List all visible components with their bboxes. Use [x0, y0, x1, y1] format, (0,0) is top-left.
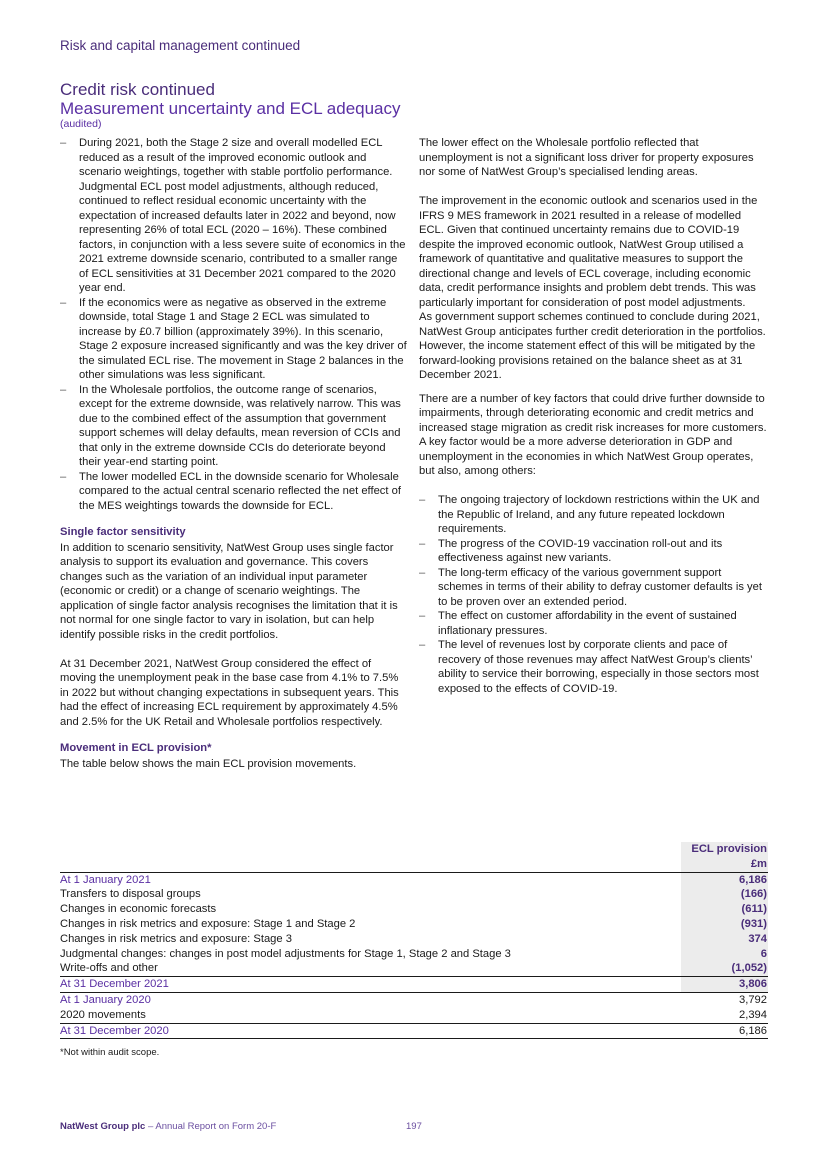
row-label: 2020 movements [60, 1008, 146, 1021]
row-value: 6,186 [681, 1023, 768, 1039]
row-label: Changes in risk metrics and exposure: Stage 3 [60, 932, 292, 945]
row-value: 3,792 [739, 993, 767, 1006]
row-label: Write-offs and other [60, 962, 158, 975]
page-number: 197 [406, 1121, 422, 1132]
footer-report-title: – Annual Report on Form 20-F [145, 1121, 277, 1132]
table-row [60, 902, 768, 917]
row-label: At 1 January 2020 [60, 993, 151, 1006]
right-bullet-list [419, 493, 769, 696]
table-header-blank [60, 857, 681, 872]
movement-intro: The table below shows the main ECL provision movements. [60, 757, 357, 770]
list-item: – The level of revenues lost by corporate clients and pace of recovery of those revenues may affect NatWest Group’s clients’ ability to service their borrowing, especially in those sectors most exposed to the effects of COVID-19. [419, 638, 769, 696]
page-title: Credit risk continued [60, 80, 215, 99]
table-row [60, 947, 768, 962]
right-paragraph-3: As government support schemes continued to conclude during 2021, NatWest Group anticipates further credit deterioration in the portfolios. However, the income statement effect of this will be mitigated by the forward-looking provisions retained on the balance sheet as at 31 December 2021. [419, 311, 766, 381]
list-item: – During 2021, both the Stage 2 size and overall modelled ECL reduced as a result of the improved economic outlook and scenario weightings, together with stable portfolio performance. Judgmental ECL post model adjustments, although reduced, continued to reflect residual economic uncertainty with the expectation of increased defaults later in 2022 and beyond, now representing 26% of total ECL (2020 – 16%). These combined factors, in conjunction with a less severe suite of economics in the 2021 extreme downside scenario, contributed to a smaller range of ECL sensitivities at 31 December 2021 compared to the 2020 year end. [60, 136, 408, 296]
row-label: At 31 December 2021 [60, 977, 681, 993]
right-paragraph-1: The lower effect on the Wholesale portfolio reflected that unemployment is not a significant loss driver for property exposures nor some of NatWest Group’s specialised lending areas. [419, 137, 754, 178]
row-value: (611) [681, 902, 768, 917]
table-row [60, 961, 768, 976]
ecl-provision-table [60, 842, 768, 1039]
row-value: 6 [681, 947, 768, 962]
page-footer [60, 1121, 422, 1132]
page-subtitle: Measurement uncertainty and ECL adequacy [60, 99, 401, 118]
table-header-row [60, 857, 768, 872]
list-item: – The effect on customer affordability in the event of sustained inflationary pressures. [419, 609, 769, 638]
row-value: 3,806 [681, 977, 768, 993]
row-value: (166) [681, 887, 768, 902]
row-value: 374 [681, 932, 768, 947]
list-item: – If the economics were as negative as observed in the extreme downside, total Stage 1 and Stage 2 ECL was simulated to increase by £0.7 billion (approximately 39%). In this scenario, Stage 2 exposure increased significantly and was the key driver of the simulated ECL rise. The movement in Stage 2 balances in the other simulations was less significant. [60, 296, 408, 383]
table-header-row [60, 842, 768, 857]
list-item: – In the Wholesale portfolios, the outcome range of scenarios, except for the extreme downside, was relatively narrow. This was due to the combined effect of the assumption that government support schemes will delay defaults, mean reversion of CCIs and that only in the extreme downside CCIs do deteriorate beyond their year-end starting point. [60, 383, 408, 470]
right-paragraph-4: There are a number of key factors that could drive further downside to impairments, through deteriorating economic and credit metrics and increased stage migration as credit risk increases for more customers. A key factor would be a more adverse deterioration in GDP and unemployment in the economies in which NatWest Group operates, but also, among others: [419, 392, 767, 477]
table-row [60, 977, 768, 993]
row-label: Changes in economic forecasts [60, 903, 217, 916]
row-label: Judgmental changes: changes in post model adjustments for Stage 1, Stage 2 and Stage 3 [60, 947, 511, 960]
footnote: *Not within audit scope. [60, 1047, 160, 1058]
single-factor-heading: Single factor sensitivity [60, 526, 186, 538]
row-label: Changes in risk metrics and exposure: Stage 1 and Stage 2 [60, 917, 356, 930]
list-item: – The long-term efficacy of the various government support schemes in terms of their ability to defray customer defaults is yet to be proven over an extended period. [419, 566, 769, 610]
row-label: At 1 January 2021 [60, 873, 151, 886]
row-value: 2,394 [739, 1008, 767, 1021]
right-paragraph-2: The improvement in the economic outlook and scenarios used in the IFRS 9 MES framework in 2021 resulted in a release of modelled ECL. Given that continued uncertainty remains due to COVID-19 despite the improved economic outlook, NatWest Group utilised a framework of quantitative and qualitative measures to support the directional change and levels of ECL coverage, including economic data, credit performance insights and problem debt trends. This was particularly important for consideration of post model adjustments. [419, 195, 758, 309]
right-column [419, 136, 769, 696]
row-value: (931) [681, 917, 768, 932]
row-label: Transfers to disposal groups [60, 888, 201, 901]
table-row [60, 992, 768, 1007]
section-header: Risk and capital management continued [60, 38, 301, 53]
list-item: – The lower modelled ECL in the downside scenario for Wholesale compared to the actual central scenario reflected the net effect of the MES weightings towards the downside for ECL. [60, 470, 408, 514]
left-bullet-list [60, 136, 408, 513]
footer-brand: NatWest Group plc [60, 1121, 146, 1132]
table-row [60, 1023, 768, 1039]
table-header-unit: £m [681, 857, 768, 872]
single-factor-paragraph-2: At 31 December 2021, NatWest Group considered the effect of moving the unemployment peak in the base case from 4.1% to 7.5% in 2022 but without changing expectations in subsequent years. This had the effect of increasing ECL requirement by approximately 4.5% and 2.5% for the UK Retail and Wholesale portfolios respectively. [60, 657, 399, 728]
single-factor-paragraph-1: In addition to scenario sensitivity, NatWest Group uses single factor analysis to support its evaluation and governance. This covers changes such as the variation of an individual input parameter (economic or credit) or a change of scenario weightings. The application of single factor analysis recognises the limitation that it is not normal for one single factor to vary in isolation, but can help identify possible risks in the credit portfolios. [60, 541, 398, 641]
table-header-title: ECL provision [681, 842, 768, 857]
table-row [60, 917, 768, 932]
table-row [60, 887, 768, 902]
audited-label: (audited) [60, 118, 102, 130]
table-row [60, 932, 768, 947]
row-value: 6,186 [681, 872, 768, 887]
left-column [60, 136, 408, 771]
table-row [60, 1008, 768, 1023]
table-header-blank [60, 842, 681, 857]
row-value: (1,052) [681, 961, 768, 976]
movement-heading: Movement in ECL provision* [60, 742, 212, 754]
row-label: At 31 December 2020 [60, 1023, 681, 1039]
table-row [60, 872, 768, 887]
list-item: – The ongoing trajectory of lockdown restrictions within the UK and the Republic of Ireland, and any future repeated lockdown requirements. [419, 493, 769, 537]
list-item: – The progress of the COVID-19 vaccination roll-out and its effectiveness against new variants. [419, 537, 769, 566]
